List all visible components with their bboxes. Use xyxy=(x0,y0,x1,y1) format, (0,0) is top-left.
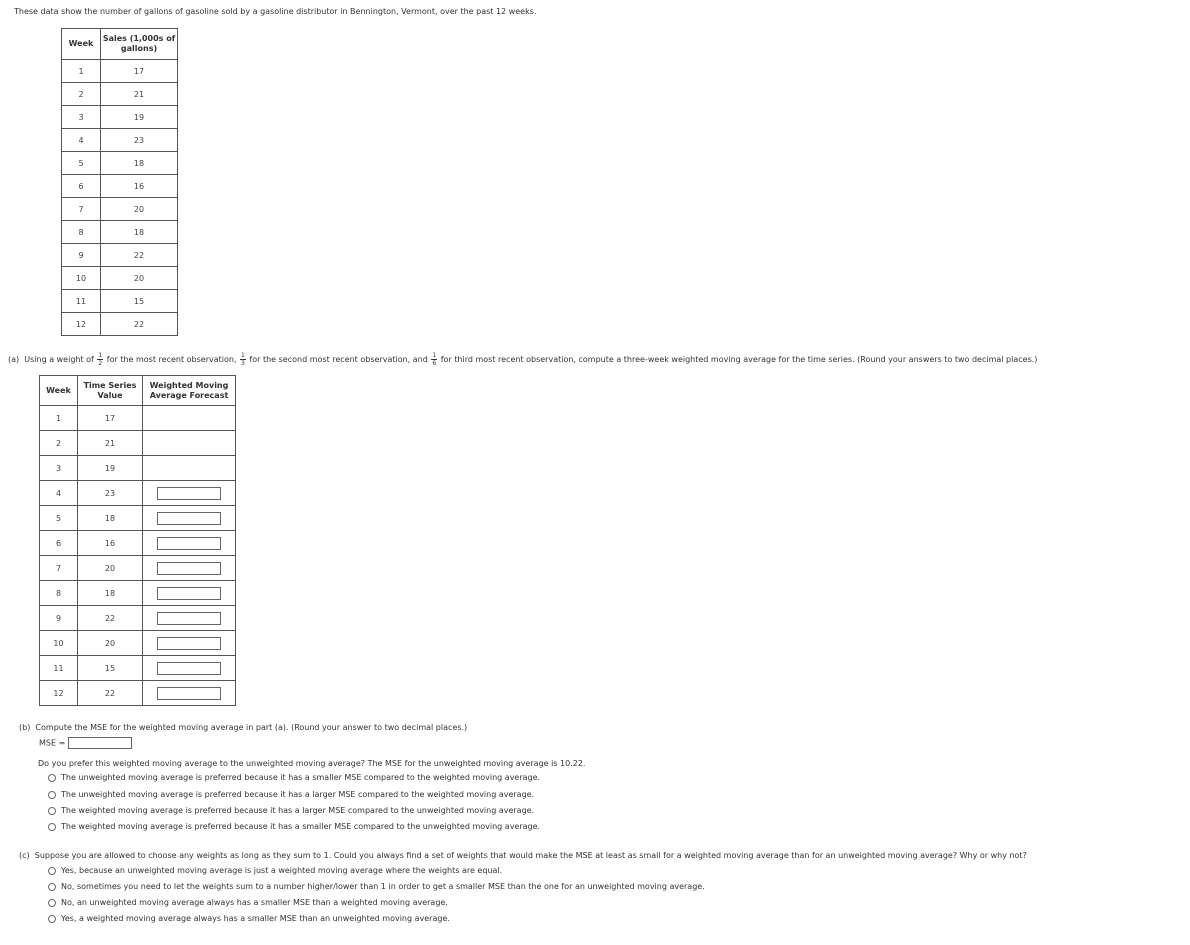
forecast-input[interactable] xyxy=(157,562,221,575)
time-series-value-header: Time Series Value xyxy=(78,376,143,406)
table-row xyxy=(62,60,178,83)
forecast-cell xyxy=(143,456,236,481)
week-cell: 2 xyxy=(62,83,101,106)
value-cell: 17 xyxy=(78,406,143,431)
sales-cell: 18 xyxy=(101,152,178,175)
week-cell: 8 xyxy=(40,581,78,606)
week-cell: 8 xyxy=(62,221,101,244)
forecast-cell xyxy=(143,431,236,456)
sales-cell: 18 xyxy=(101,221,178,244)
table-row xyxy=(62,83,178,106)
table-row xyxy=(62,313,178,336)
sales-cell: 19 xyxy=(101,106,178,129)
value-cell: 21 xyxy=(78,431,143,456)
forecast-cell xyxy=(143,556,236,581)
sales-cell: 23 xyxy=(101,129,178,152)
forecast-cell xyxy=(143,606,236,631)
forecast-input[interactable] xyxy=(157,662,221,675)
table-row xyxy=(40,631,236,656)
table-row xyxy=(62,244,178,267)
part-b-option[interactable]: The weighted moving average is preferred because it has a larger MSE compared to the unweighted moving average. xyxy=(48,806,534,815)
value-cell: 20 xyxy=(78,556,143,581)
forecast-input[interactable] xyxy=(157,687,221,700)
sales-cell: 20 xyxy=(101,267,178,290)
week-cell: 7 xyxy=(62,198,101,221)
forecast-cell xyxy=(143,581,236,606)
part-c-option[interactable]: No, an unweighted moving average always has a smaller MSE than a weighted moving average. xyxy=(48,898,448,907)
sales-cell: 22 xyxy=(101,244,178,267)
week-cell: 4 xyxy=(62,129,101,152)
table-row xyxy=(40,606,236,631)
table-row xyxy=(62,175,178,198)
table-row xyxy=(40,456,236,481)
week-cell: 5 xyxy=(40,506,78,531)
weight-fraction-2: $\frac{1}{3}$ xyxy=(241,352,245,367)
radio-icon[interactable] xyxy=(48,807,56,815)
radio-icon[interactable] xyxy=(48,774,56,782)
table-row xyxy=(40,681,236,706)
week-cell: 11 xyxy=(62,290,101,313)
table-row xyxy=(62,267,178,290)
value-cell: 22 xyxy=(78,606,143,631)
sales-cell: 20 xyxy=(101,198,178,221)
forecast-cell xyxy=(143,506,236,531)
sales-cell: 17 xyxy=(101,60,178,83)
forecast-cell xyxy=(143,681,236,706)
table-row xyxy=(62,290,178,313)
week-cell: 12 xyxy=(62,313,101,336)
radio-icon[interactable] xyxy=(48,823,56,831)
week-cell: 11 xyxy=(40,656,78,681)
week-cell: 1 xyxy=(40,406,78,431)
mse-input[interactable] xyxy=(68,737,132,749)
week-cell: 9 xyxy=(62,244,101,267)
radio-icon[interactable] xyxy=(48,883,56,891)
week-cell: 4 xyxy=(40,481,78,506)
intro-text: These data show the number of gallons of gasoline sold by a gasoline distributor in Bennington, Vermont, over the past 12 weeks. xyxy=(14,7,537,16)
week-cell: 2 xyxy=(40,431,78,456)
part-b-option[interactable]: The unweighted moving average is preferred because it has a larger MSE compared to the weighted moving average. xyxy=(48,790,534,799)
table-row xyxy=(40,556,236,581)
radio-icon[interactable] xyxy=(48,791,56,799)
weight-fraction-1: $\frac{1}{2}$ xyxy=(98,352,103,367)
part-c-option[interactable]: Yes, because an unweighted moving average is just a weighted moving average where the weights are equal. xyxy=(48,866,502,875)
table-row xyxy=(62,198,178,221)
forecast-input[interactable] xyxy=(157,512,221,525)
forecast-cell xyxy=(143,631,236,656)
forecast-input[interactable] xyxy=(157,487,221,500)
week-cell: 6 xyxy=(40,531,78,556)
table-row xyxy=(40,431,236,456)
part-c-text: (c) Suppose you are allowed to choose any weights as long as they sum to 1. Could you always find a set of weights that would make the MSE at least as small for a weighted moving average than for an unweighted moving average? Why or why not? xyxy=(19,851,1027,860)
week-cell: 5 xyxy=(62,152,101,175)
value-cell: 22 xyxy=(78,681,143,706)
value-cell: 23 xyxy=(78,481,143,506)
table-row xyxy=(40,406,236,431)
table-row xyxy=(40,531,236,556)
value-cell: 18 xyxy=(78,581,143,606)
forecast-cell xyxy=(143,656,236,681)
forecast-cell xyxy=(143,406,236,431)
week-cell: 6 xyxy=(62,175,101,198)
preference-question: Do you prefer this weighted moving average to the unweighted moving average? The MSE for the unweighted moving average is 10.22. xyxy=(38,759,586,768)
table-row xyxy=(62,221,178,244)
radio-icon[interactable] xyxy=(48,915,56,923)
part-b-option[interactable]: The weighted moving average is preferred because it has a smaller MSE compared to the unweighted moving average. xyxy=(48,822,540,831)
sales-cell: 15 xyxy=(101,290,178,313)
forecast-input[interactable] xyxy=(157,587,221,600)
part-c-option[interactable]: No, sometimes you need to let the weights sum to a number higher/lower than 1 in order to get a smaller MSE than the one for an unweighted moving average. xyxy=(48,882,705,891)
radio-icon[interactable] xyxy=(48,867,56,875)
table-row xyxy=(40,506,236,531)
weight-fraction-3: $\frac{1}{6}$ xyxy=(432,352,437,367)
week-cell: 10 xyxy=(62,267,101,290)
part-b-option[interactable]: The unweighted moving average is preferred because it has a smaller MSE compared to the weighted moving average. xyxy=(48,773,540,782)
sales-header: Sales (1,000s of gallons) xyxy=(101,29,178,60)
value-cell: 20 xyxy=(78,631,143,656)
week-header: Week xyxy=(62,29,101,60)
sales-cell: 22 xyxy=(101,313,178,336)
part-a-text: (a) Using a weight of $\frac{1}{2}$ for the most recent observation, $\frac{1}{3}$ for the second most recent observation, and $\frac{1}{6}$ for third most recent observation, compute a three-week weighted moving average for the time series. (Round your answers to two decimal places.) xyxy=(8,352,1038,367)
forecast-input[interactable] xyxy=(157,537,221,550)
value-cell: 15 xyxy=(78,656,143,681)
sales-table xyxy=(61,28,178,336)
week-cell: 12 xyxy=(40,681,78,706)
table-row xyxy=(62,129,178,152)
table-row xyxy=(62,152,178,175)
week-header: Week xyxy=(40,376,78,406)
part-c-option[interactable]: Yes, a weighted moving average always has a smaller MSE than an unweighted moving average. xyxy=(48,914,450,923)
value-cell: 16 xyxy=(78,531,143,556)
mse-label: MSE = xyxy=(39,738,66,748)
sales-cell: 21 xyxy=(101,83,178,106)
mse-row xyxy=(39,737,132,749)
forecast-input[interactable] xyxy=(157,637,221,650)
table-row xyxy=(40,481,236,506)
week-cell: 3 xyxy=(40,456,78,481)
forecast-table xyxy=(39,375,236,706)
value-cell: 19 xyxy=(78,456,143,481)
forecast-cell xyxy=(143,481,236,506)
weighted-forecast-header: Weighted Moving Average Forecast xyxy=(143,376,236,406)
table-row xyxy=(62,106,178,129)
table-row xyxy=(40,656,236,681)
part-b-text: (b) Compute the MSE for the weighted moving average in part (a). (Round your answer to two decimal places.) xyxy=(19,723,468,732)
forecast-input[interactable] xyxy=(157,612,221,625)
week-cell: 9 xyxy=(40,606,78,631)
table-row xyxy=(40,581,236,606)
sales-cell: 16 xyxy=(101,175,178,198)
radio-icon[interactable] xyxy=(48,899,56,907)
week-cell: 3 xyxy=(62,106,101,129)
week-cell: 1 xyxy=(62,60,101,83)
forecast-cell xyxy=(143,531,236,556)
week-cell: 10 xyxy=(40,631,78,656)
week-cell: 7 xyxy=(40,556,78,581)
value-cell: 18 xyxy=(78,506,143,531)
